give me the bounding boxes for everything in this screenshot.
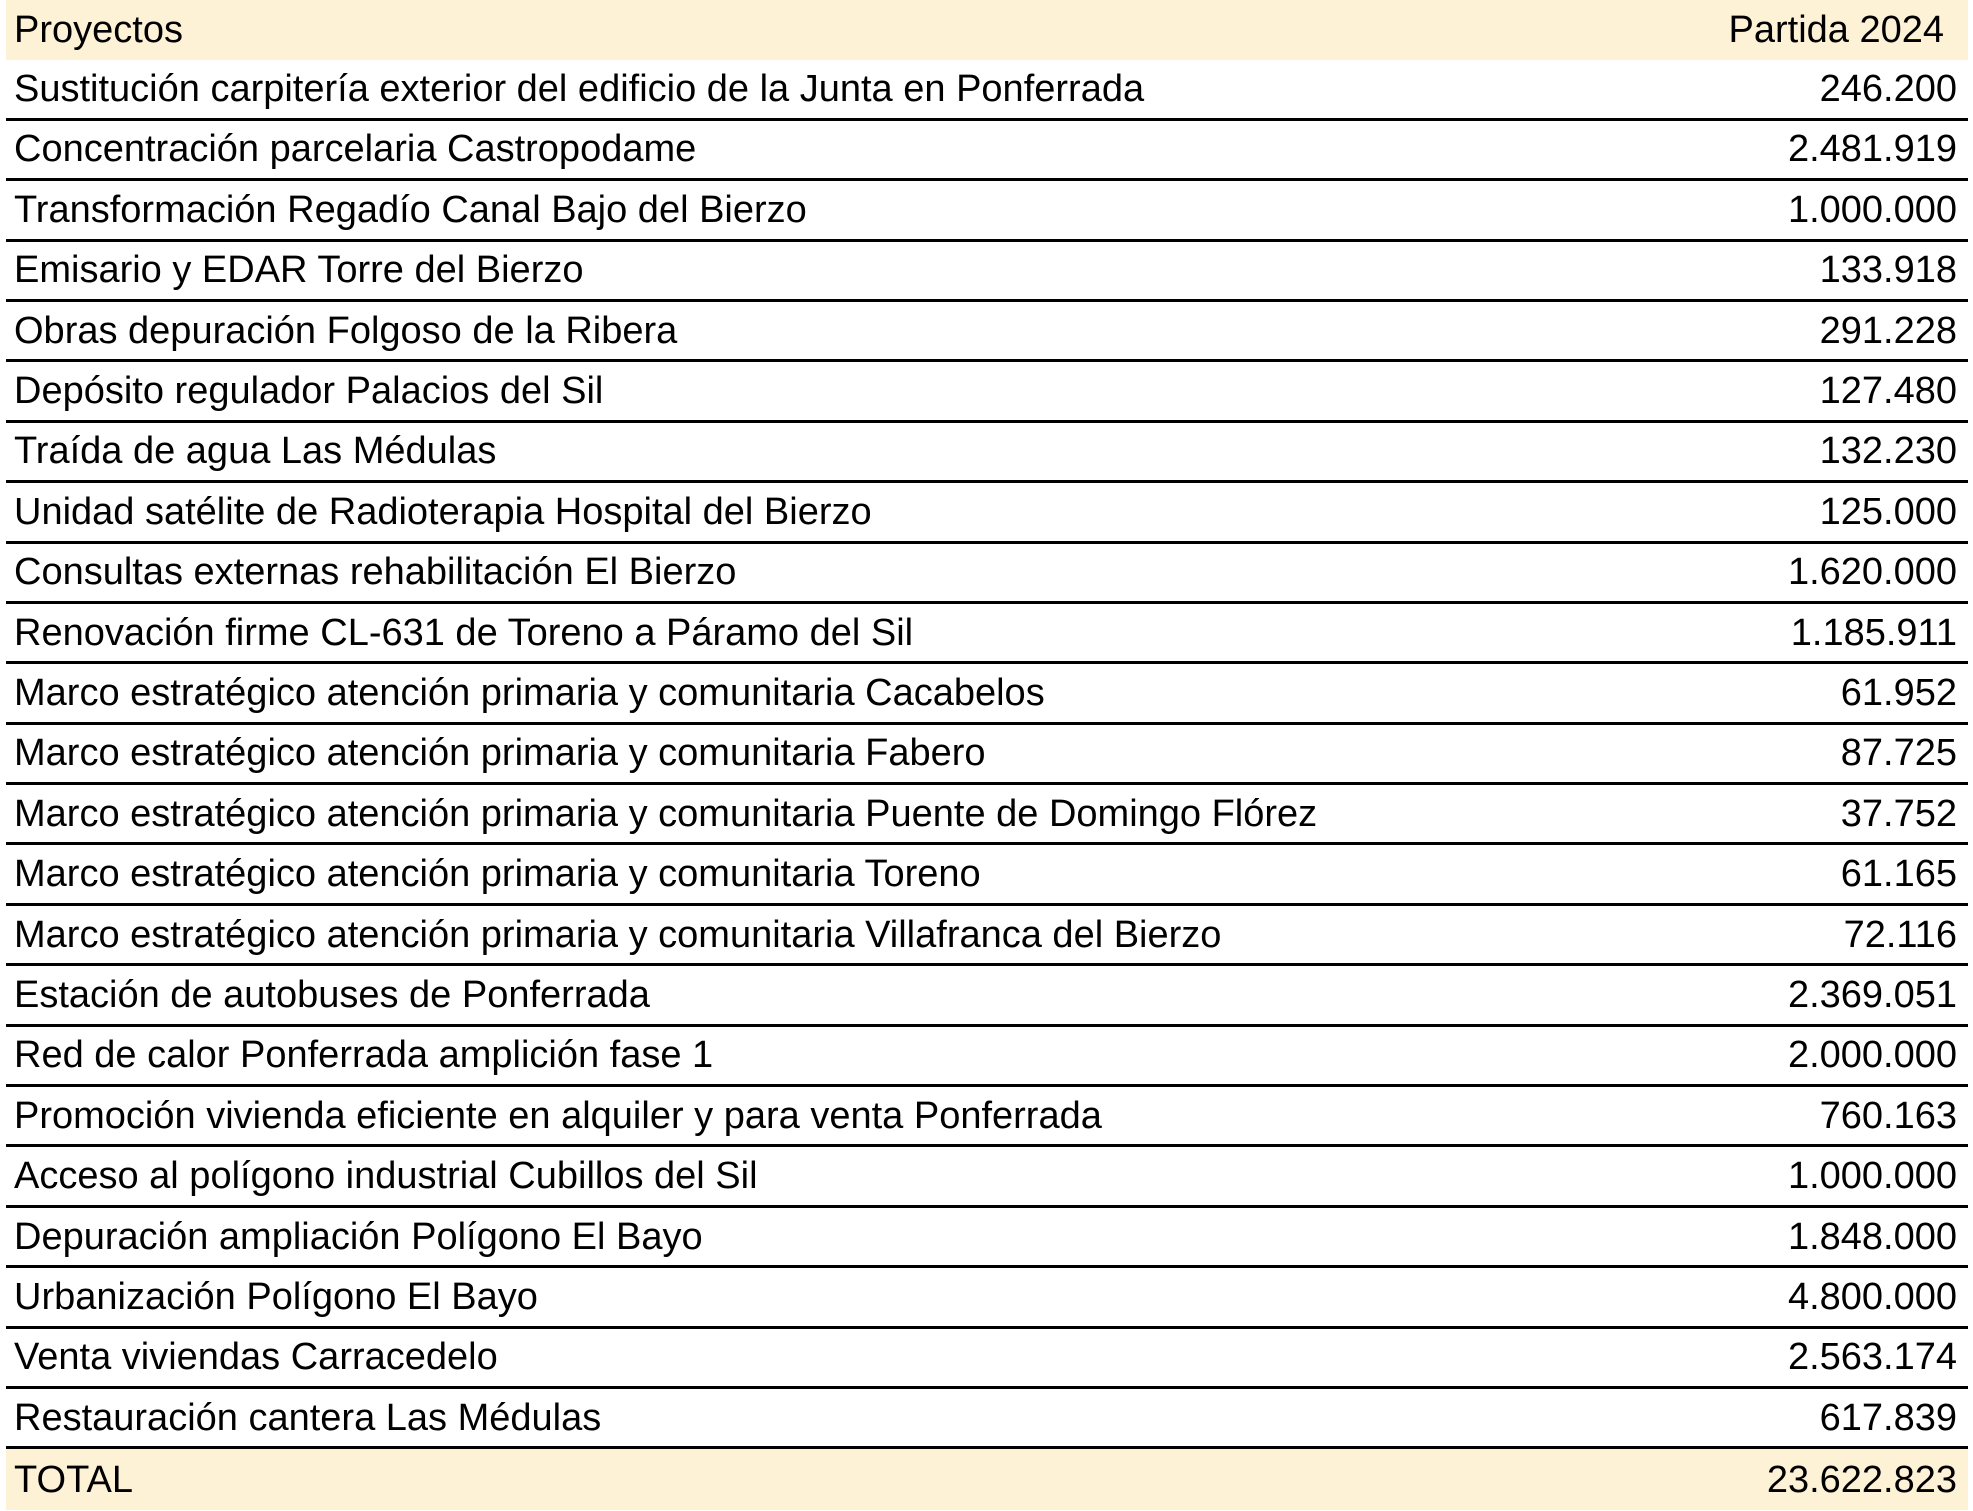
total-label: TOTAL (14, 1458, 133, 1501)
project-name: Unidad satélite de Radioterapia Hospital del Bierzo (14, 490, 872, 533)
project-amount: 127.480 (1819, 370, 1957, 413)
table-row (6, 664, 1968, 724)
project-amount: 291.228 (1819, 309, 1957, 352)
total-amount: 23.622.823 (1766, 1458, 1957, 1501)
table-row (6, 483, 1968, 543)
project-amount: 1.000.000 (1787, 1155, 1957, 1198)
project-amount: 2.000.000 (1787, 1034, 1957, 1077)
project-name: Urbanización Polígono El Bayo (14, 1275, 538, 1318)
project-name: Concentración parcelaria Castropodame (14, 128, 697, 171)
table-row (6, 604, 1968, 664)
project-name: Promoción vivienda eficiente en alquiler y para venta Ponferrada (14, 1094, 1102, 1137)
project-amount: 87.725 (1840, 732, 1957, 775)
project-amount: 4.800.000 (1787, 1275, 1957, 1318)
project-amount: 1.848.000 (1787, 1215, 1957, 1258)
budget-table (6, 0, 1968, 1510)
project-name: Marco estratégico atención primaria y comunitaria Villafranca del Bierzo (14, 913, 1222, 956)
table-row (6, 60, 1968, 120)
project-name: Restauración cantera Las Médulas (14, 1396, 602, 1439)
table-row (6, 845, 1968, 905)
project-amount: 2.481.919 (1787, 128, 1957, 171)
table-row (6, 785, 1968, 845)
table-row (6, 1087, 1968, 1147)
project-name: Depósito regulador Palacios del Sil (14, 370, 604, 413)
project-amount: 760.163 (1819, 1094, 1957, 1137)
table-row (6, 1389, 1968, 1449)
table-row (6, 1027, 1968, 1087)
table-row (6, 544, 1968, 604)
total-row (6, 1449, 1968, 1509)
project-name: Sustitución carpitería exterior del edificio de la Junta en Ponferrada (14, 68, 1145, 111)
project-name: Traída de agua Las Médulas (14, 430, 497, 473)
table-body (6, 60, 1968, 1449)
project-amount: 2.369.051 (1787, 973, 1957, 1016)
table-row (6, 1147, 1968, 1207)
table-row (6, 1329, 1968, 1389)
project-amount: 617.839 (1819, 1396, 1957, 1439)
table-row (6, 423, 1968, 483)
table-row (6, 966, 1968, 1026)
table-row (6, 1268, 1968, 1328)
project-amount: 1.185.911 (1790, 611, 1957, 654)
project-name: Venta viviendas Carracedelo (14, 1336, 498, 1379)
project-amount: 2.563.174 (1787, 1336, 1957, 1379)
table-row (6, 725, 1968, 785)
project-amount: 61.952 (1840, 671, 1957, 714)
project-name: Marco estratégico atención primaria y comunitaria Fabero (14, 732, 986, 775)
project-amount: 125.000 (1819, 490, 1957, 533)
table-row (6, 362, 1968, 422)
project-name: Emisario y EDAR Torre del Bierzo (14, 249, 584, 292)
project-name: Transformación Regadío Canal Bajo del Bierzo (14, 188, 807, 231)
project-amount: 37.752 (1840, 792, 1957, 835)
project-name: Marco estratégico atención primaria y comunitaria Puente de Domingo Flórez (14, 792, 1318, 835)
project-name: Obras depuración Folgoso de la Ribera (14, 309, 678, 352)
project-amount: 246.200 (1819, 68, 1957, 111)
table-row (6, 242, 1968, 302)
project-amount: 72.116 (1843, 913, 1957, 956)
project-amount: 1.000.000 (1787, 188, 1957, 231)
column-header-projects: Proyectos (14, 9, 183, 52)
project-name: Estación de autobuses de Ponferrada (14, 973, 650, 1016)
project-amount: 132.230 (1819, 430, 1957, 473)
table-header (6, 0, 1968, 60)
project-amount: 61.165 (1840, 853, 1957, 896)
table-row (6, 181, 1968, 241)
project-amount: 1.620.000 (1787, 551, 1957, 594)
project-name: Acceso al polígono industrial Cubillos del Sil (14, 1155, 758, 1198)
project-name: Depuración ampliación Polígono El Bayo (14, 1215, 703, 1258)
column-header-amount: Partida 2024 (1728, 9, 1944, 52)
table-row (6, 906, 1968, 966)
project-name: Red de calor Ponferrada amplición fase 1 (14, 1034, 714, 1077)
project-name: Marco estratégico atención primaria y comunitaria Toreno (14, 853, 981, 896)
project-name: Marco estratégico atención primaria y comunitaria Cacabelos (14, 671, 1045, 714)
project-name: Consultas externas rehabilitación El Bierzo (14, 551, 737, 594)
table-row (6, 121, 1968, 181)
project-amount: 133.918 (1819, 249, 1957, 292)
table-row (6, 1208, 1968, 1268)
table-row (6, 302, 1968, 362)
project-name: Renovación firme CL-631 de Toreno a Páramo del Sil (14, 611, 914, 654)
